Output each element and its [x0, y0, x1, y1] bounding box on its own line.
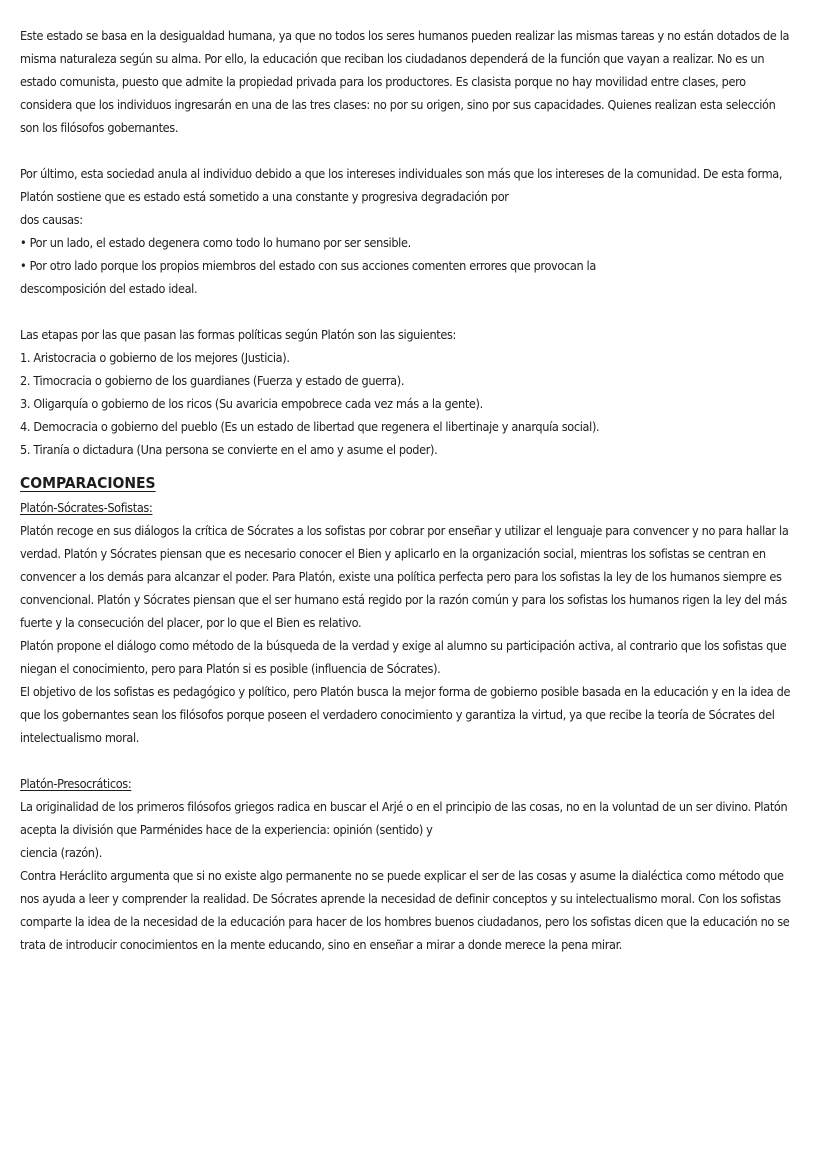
causes-list [20, 231, 794, 277]
cause-item: • Por otro lado porque los propios miembros del estado con sus acciones comenten errores que provocan la [20, 254, 794, 277]
stages-list [20, 346, 794, 461]
section1-paragraph: Platón recoge en sus diálogos la crítica de Sócrates a los sofistas por cobrar por enseñar y utilizar el lenguaje para convencer y no para hallar la verdad. Platón y Sócrates piensan que es necesario conocer el Bien y aplicarlo en la organización social, mientras los sofistas se centran en convencer a los demás para alcanzar el poder. Para Platón, existe una política perfecta pero para los sofistas la ley de los humanos siempre es convencional. Platón y Sócrates piensan que el ser humano está regido por la razón común y para los sofistas los humanos rigen la ley del más fuerte y la consecución del placer, por lo que el Bien es relativo. [20, 523, 789, 630]
intro-paragraph: Este estado se basa en la desigualdad humana, ya que no todos los seres humanos pueden realizar las mismas tareas y no están dotados de la misma naturaleza según su alma. Por ello, la educación que reciban los ciudadanos dependerá de la función que vayan a realizar. No es un estado comunista, puesto que admite la propiedad privada para los productores. Es clasista porque no hay movilidad entre clases, pero considera que los individuos ingresarán en una de las tres clases: no por su origen, sino por sus capacidades. Quienes realizan esta selección son los filósofos gobernantes. [20, 28, 790, 135]
decline-paragraph-line1: Por último, esta sociedad anula al individuo debido a que los intereses individuales son más que los intereses de la comunidad. De esta forma, Platón sostiene que es estado está sometido a una constante y progresiva degradación por [20, 166, 783, 204]
stage-item: 1. Aristocracia o gobierno de los mejores (Justicia). [20, 350, 290, 365]
section2-paragraph: Contra Heráclito argumenta que si no existe algo permanente no se puede explicar el ser de las cosas y asume la dialéctica como método que nos ayuda a leer y comprender la realidad. De Sócrates aprende la necesidad de definir conceptos y su intelectualismo moral. Con los sofistas comparte la idea de la necesidad de la educación para hacer de los hombres buenos ciudadanos, pero los sofistas dicen que la educación no se trata de introducir conocimientos en la mente educando, sino en enseñar a mirar a donde merece la pena mirar. [20, 868, 790, 952]
decline-paragraph-line2: dos causas: [20, 212, 83, 227]
stage-item: 3. Oligarquía o gobierno de los ricos (Su avaricia empobrece cada vez más a la gente). [20, 396, 483, 411]
stage-item: 5. Tiranía o dictadura (Una persona se convierte en el amo y asume el poder). [20, 442, 438, 457]
paragraph-spacer [20, 300, 794, 323]
stage-item: 4. Democracia o gobierno del pueblo (Es un estado de libertad que regenera el libertinaje y anarquía social). [20, 419, 600, 434]
section-heading-socrates-sofistas: Platón-Sócrates-Sofistas: [20, 500, 153, 515]
paragraph-spacer [20, 749, 794, 772]
cause-item: • Por un lado, el estado degenera como todo lo humano por ser sensible. [20, 231, 794, 254]
section1-paragraph: El objetivo de los sofistas es pedagógico y político, pero Platón busca la mejor forma de gobierno posible basada en la educación y en la idea de que los gobernantes sean los filósofos porque poseen el verdadero conocimiento y garantiza la virtud, ya que recibe la teoría de Sócrates del intelectualismo moral. [20, 684, 791, 745]
comparisons-title: COMPARACIONES [20, 474, 156, 492]
section1-paragraph: Platón propone el diálogo como método de la búsqueda de la verdad y exige al alumno su participación activa, al contrario que los sofistas que niegan el conocimiento, pero para Platón si es posible (influencia de Sócrates). [20, 638, 787, 676]
section-heading-presocraticos: Platón-Presocráticos: [20, 776, 132, 791]
stage-item: 2. Timocracia o gobierno de los guardianes (Fuerza y estado de guerra). [20, 373, 405, 388]
section2-paragraph-line2: ciencia (razón). [20, 845, 102, 860]
stages-intro: Las etapas por las que pasan las formas políticas según Platón son las siguientes: [20, 327, 457, 342]
section2-paragraph-line1: La originalidad de los primeros filósofos griegos radica en buscar el Arjé o en el principio de las cosas, no en la voluntad de un ser divino. Platón acepta la división que Parménides hace de la experiencia: opinión (sentido) y [20, 799, 788, 837]
cause-item-continuation: descomposición del estado ideal. [20, 281, 198, 296]
paragraph-spacer [20, 139, 794, 162]
